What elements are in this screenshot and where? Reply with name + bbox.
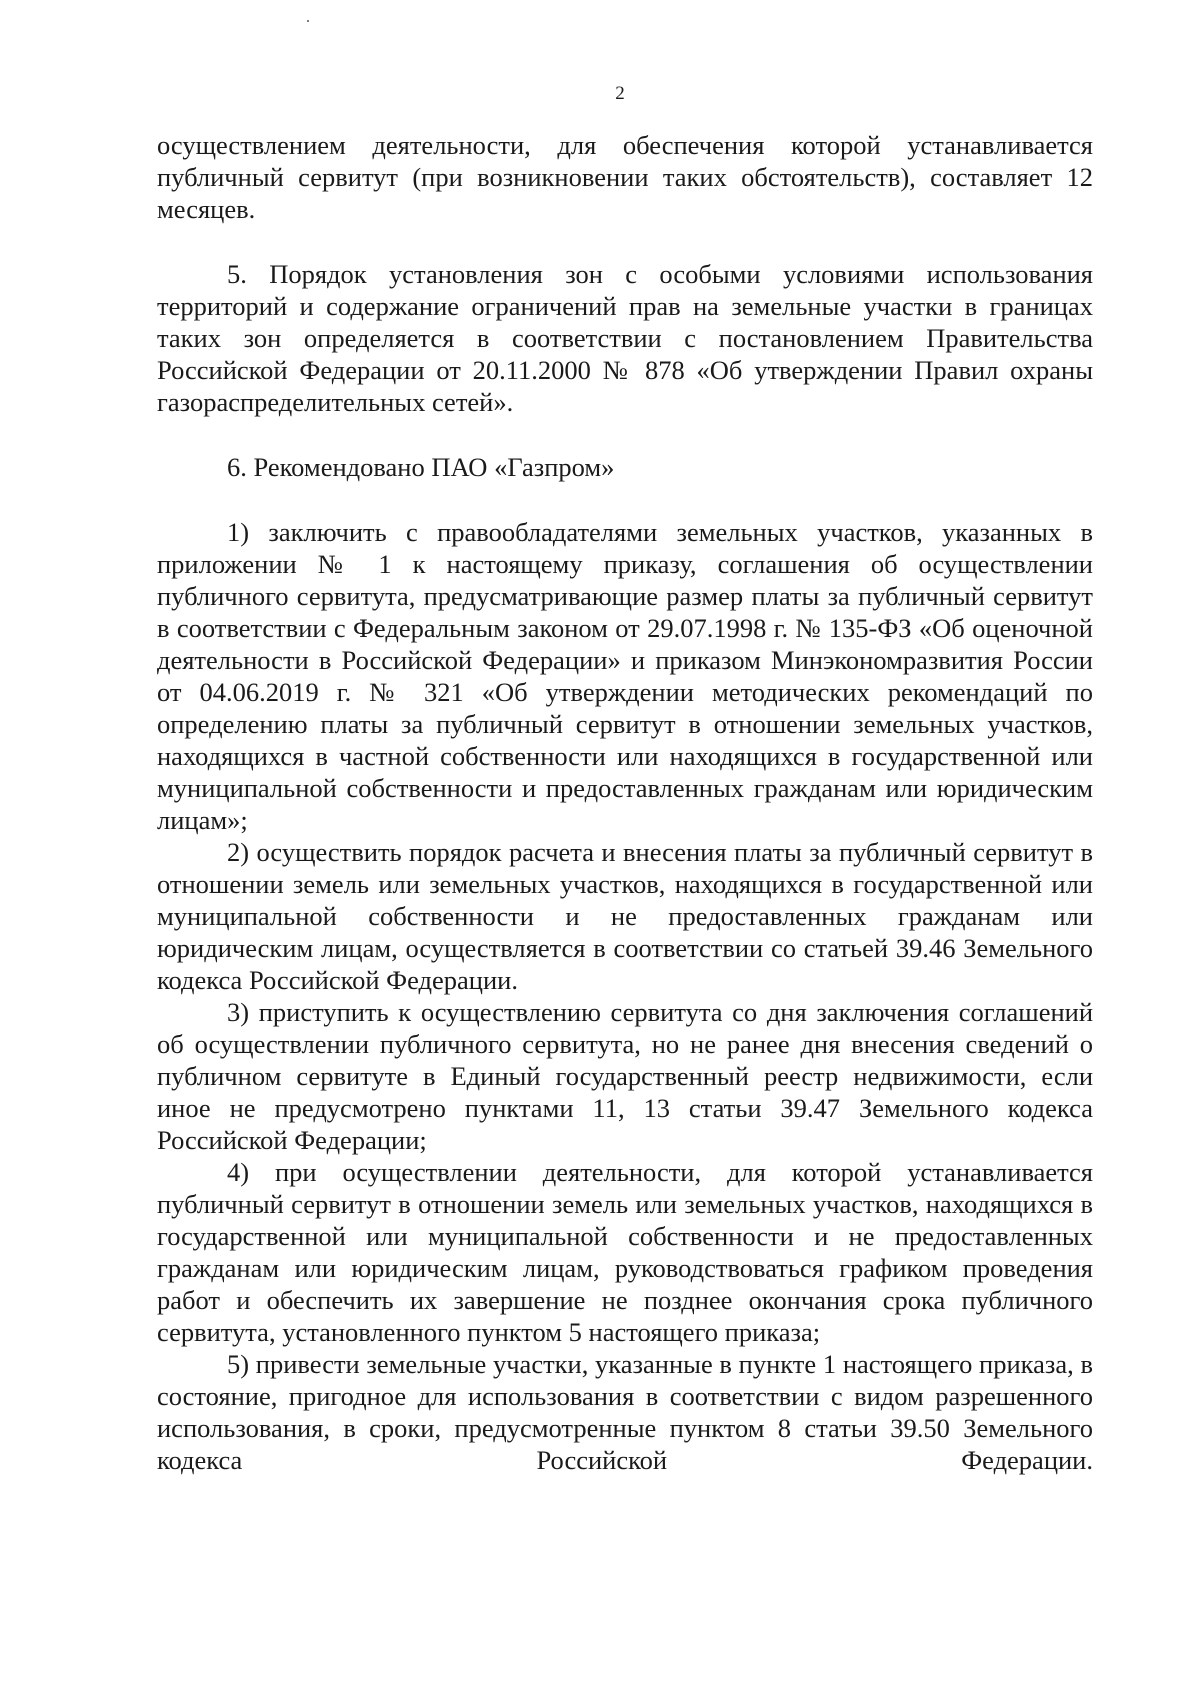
subitem-5: 5) привести земельные участки, указанные в пункте 1 настоящего приказа, в состояние, пригодное для использования в соответствии с видом разрешенного использования, в сроки, предусмотренные пунктом 8 статьи 39.50 Земельного кодекса Российской Федерации. (157, 1349, 1093, 1475)
scan-speck (307, 20, 309, 22)
subitem-3: 3) приступить к осуществлению сервитута со дня заключения соглашений об осуществлении публичного сервитута, но не ранее дня внесения сведений о публичном сервитуте в Единый государственный реестр недвижимости, если иное не предусмотрено пунктами 11, 13 статьи 39.47 Земельного кодекса Российской Федерации; (157, 997, 1093, 1155)
document-body (157, 129, 1093, 1476)
subitem-2: 2) осуществить порядок расчета и внесения платы за публичный сервитут в отношении земель или земельных участков, находящихся в государственной или муниципальной собственности и не предоставленных гражданам или юридическим лицам, осуществляется в соответствии со статьей 39.46 Земельного кодекса Российской Федерации. (157, 837, 1093, 995)
page-number: 2 (615, 83, 625, 104)
subitem-4: 4) при осуществлении деятельности, для которой устанавливается публичный сервитут в отношении земель или земельных участков, находящихся в государственной или муниципальной собственности и не предоставленных гражданам или юридическим лицам, руководствоваться графиком проведения работ и обеспечить их завершение не позднее окончания срока публичного сервитута, установленного пунктом 5 настоящего приказа; (157, 1157, 1093, 1347)
paragraph-continuation: осуществлением деятельности, для обеспечения которой устанавливается публичный сервитут (при возникновении таких обстоятельств), составляет 12 месяцев. (157, 130, 1093, 224)
subitem-1: 1) заключить с правообладателями земельных участков, указанных в приложении № 1 к настоящему приказу, соглашения об осуществлении публичного сервитута, предусматривающие размер платы за публичный сервитут в соответствии с Федеральным законом от 29.07.1998 г. № 135-ФЗ «Об оценочной деятельности в Российской Федерации» и приказом Минэкономразвития России от 04.06.2019 г. № 321 «Об утверждении методических рекомендаций по определению платы за публичный сервитут в отношении земельных участков, находящихся в частной собственности или находящихся в государственной или муниципальной собственности и предоставленных гражданам или юридическим лицам»; (157, 517, 1093, 835)
paragraph-item-6-heading: 6. Рекомендовано ПАО «Газпром» (227, 452, 615, 482)
paragraph-item-5: 5. Порядок установления зон с особыми условиями использования территорий и содержание ограничений прав на земельные участки в границах таких зон определяется в соответствии с постановлением Правительства Российской Федерации от 20.11.2000 № 878 «Об утверждении Правил охраны газораспределительных сетей». (157, 259, 1093, 417)
